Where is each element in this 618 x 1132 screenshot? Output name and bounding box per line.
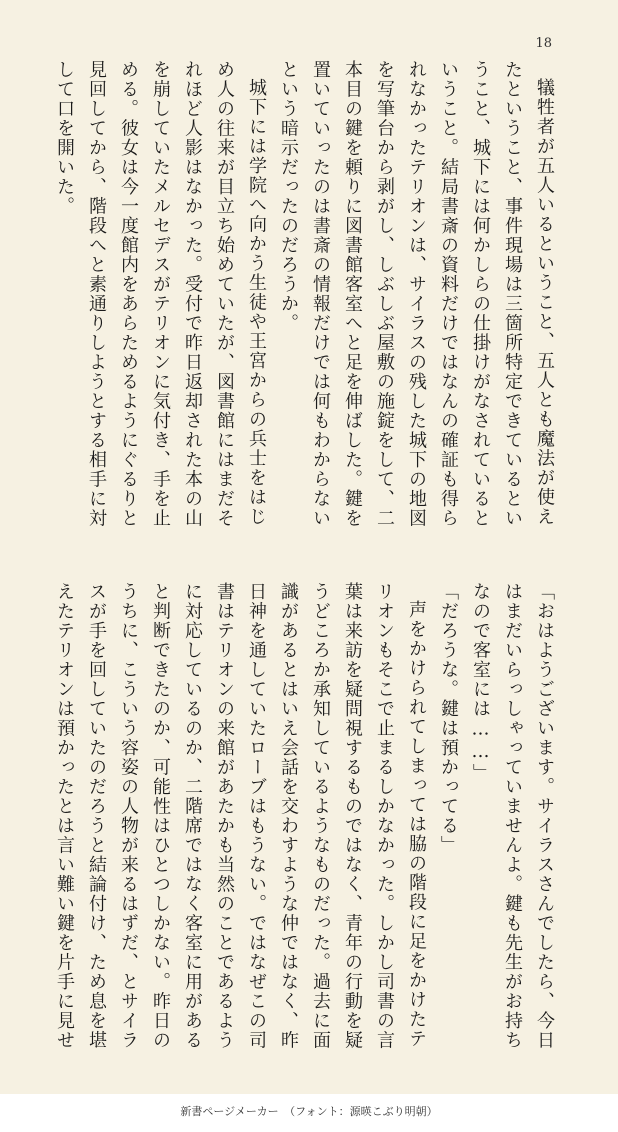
dialogue-paragraph: 「だろうな。鍵は預かってる」: [438, 582, 459, 855]
footer-credit: 新書ページメーカー （フォント：源暎こぶり明朝）: [0, 1094, 618, 1132]
page-number: 18: [535, 36, 552, 51]
paragraph: 犠牲者が五人いるということ、五人とも魔法が使えたということ、事件現場は三箇所特定できているということ、城下には何かしらの仕掛けがなされているということ。結局書斎の資料だけではなんの確証も得られなかったテリオンは、サイラスの残した城下の地図を写筆台から剥がし、しぶしぶ屋敷の施錠をして、二本目の鍵を頼りに図書館客室へと足を伸ばした。鍵を置いていったのは書斎の情報だけでは何もわからないという暗示だったのだろうか。: [278, 60, 555, 528]
paragraph: 城下には学院へ向かう生徒や王宮からの兵士をはじめ人の往来が目立ち始めていたが、図書館にはまだそれほど人影はなかった。受付で昨日返却された本の山を崩していたメルセデスがテリオンに気付き、手を止める。彼女は今一度館内をあらためるようにぐるりと見回してから、階段へと素通りしようとする相手に対して口を開いた。: [54, 60, 267, 528]
dialogue-paragraph: 「おはようございます。サイラスさんでしたら、今日はまだいらっしゃっていませんよ。鍵も先生がお持ちなので客室には……」: [470, 582, 555, 1050]
paragraph: 声をかけられてしまっては脇の階段に足をかけたテリオンもそこで止まるしかなかった。しかし司書の言葉は来訪を疑問視するものではなく、青年の行動を疑うどころか承知しているようなものだった。過去に面識があるとはいえ会話を交わすような仲ではなく、昨日神を通していたローブはもうない。ではなぜこの司書はテリオンの来館があたかも当然のことであるように対応しているのか、二階席ではなく客室に用があると判断できたのか、可能性はひとつしかない。昨日のうちに、こういう容姿の人物が来るはずだ、とサイラスが手を回していたのだろうと結論付け、ため息を堪えたテリオンは預かったとは言い難い鍵を片手に見せ: [54, 582, 427, 1050]
upper-text-block: [40, 60, 560, 540]
lower-text-block: [40, 582, 560, 1062]
